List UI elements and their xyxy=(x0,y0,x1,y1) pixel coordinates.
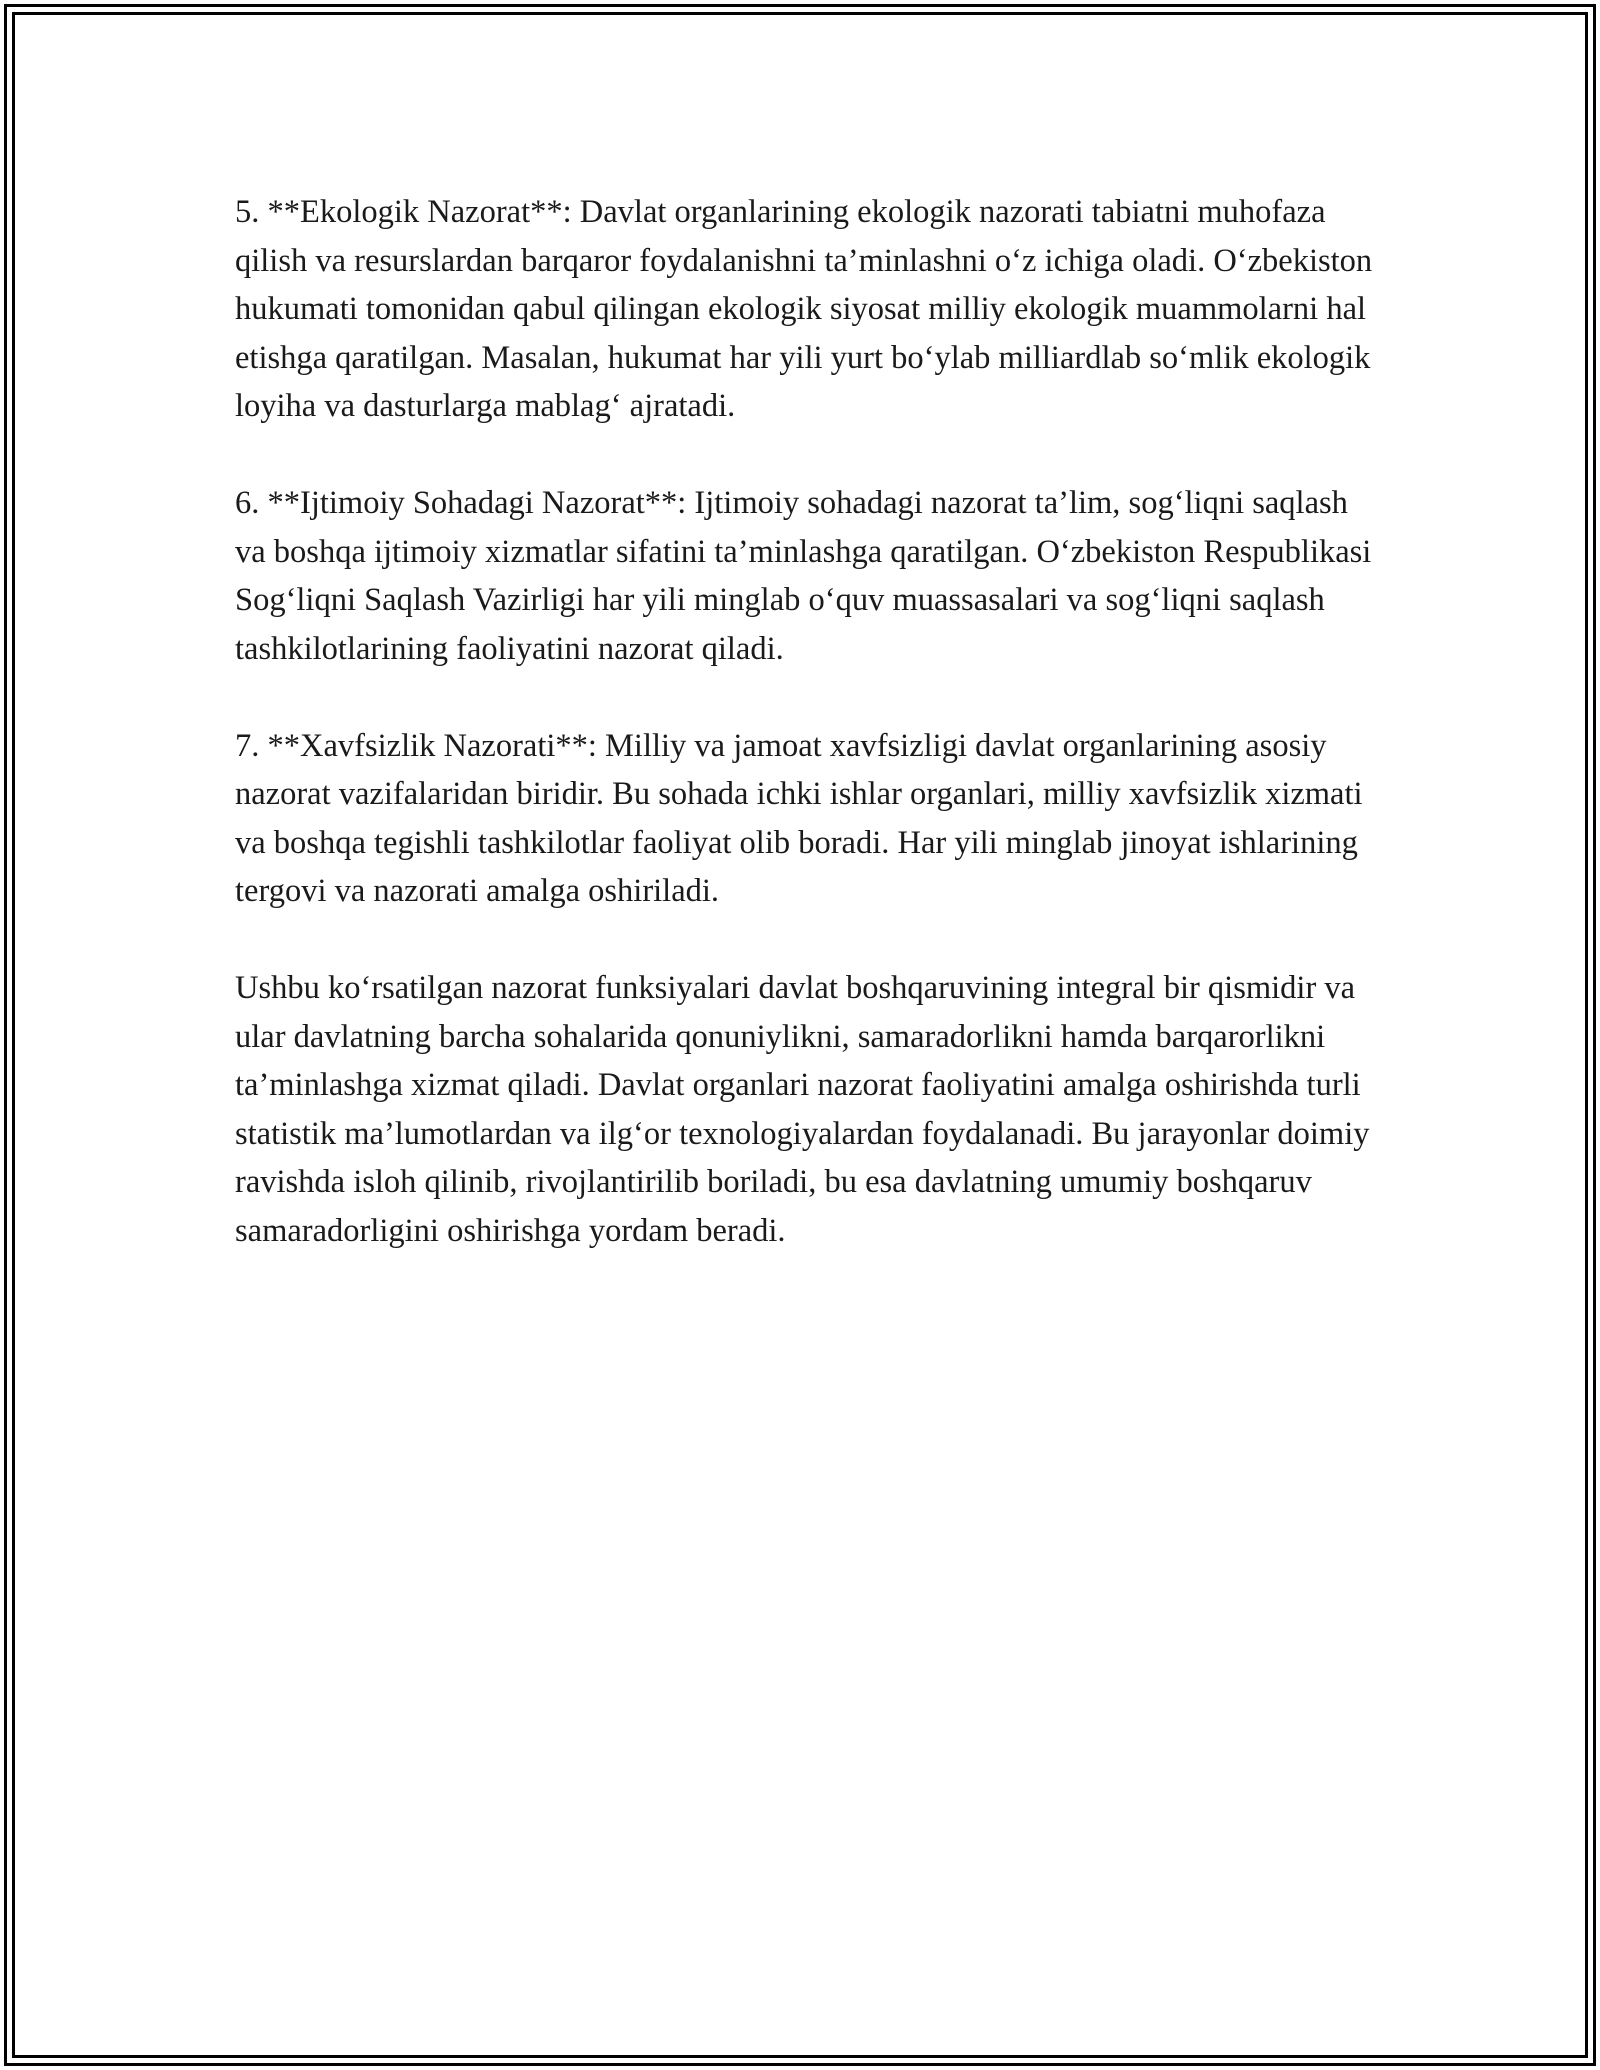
document-body xyxy=(235,188,1380,1304)
paragraph-ijtimoiy-nazorat: 6. **Ijtimoiy Sohadagi Nazorat**: Ijtimoiy sohadagi nazorat ta’lim, sog‘liqni saqlash va boshqa ijtimoiy xizmatlar sifatini ta’minlashga qaratilgan. O‘zbekiston Respublikasi Sog‘liqni Saqlash Vazirligi har yili minglab o‘quv muassasalari va sog‘liqni saqlash tashkilotlarining faoliyatini nazorat qiladi. xyxy=(235,485,1372,667)
paragraph-ekologik-nazorat: 5. **Ekologik Nazorat**: Davlat organlarining ekologik nazorati tabiatni muhofaza qilish va resurslardan barqaror foydalanishni ta’minlashni o‘z ichiga oladi. O‘zbekiston hukumati tomonidan qabul qilingan ekologik siyosat milliy ekologik muammolarni hal etishga qaratilgan. Masalan, hukumat har yili yurt bo‘ylab milliardlab so‘mlik ekologik loyiha va dasturlarga mablag‘ ajratadi. xyxy=(235,194,1373,424)
paragraph-xavfsizlik-nazorati: 7. **Xavfsizlik Nazorati**: Milliy va jamoat xavfsizligi davlat organlarining asosiy nazorat vazifalaridan biridir. Bu sohada ichki ishlar organlari, milliy xavfsizlik xizmati va boshqa tegishli tashkilotlar faoliyat olib boradi. Har yili minglab jinoyat ishlarining tergovi va nazorati amalga oshiriladi. xyxy=(235,727,1363,909)
paragraph-conclusion: Ushbu ko‘rsatilgan nazorat funksiyalari davlat boshqaruvining integral bir qismidir va ular davlatning barcha sohalarida qonuniylikni, samaradorlikni hamda barqarorlikni ta’minlashga xizmat qiladi. Davlat organlari nazorat faoliyatini amalga oshirishda turli statistik ma’lumotlardan va ilg‘or texnologiyalardan foydalanadi. Bu jarayonlar doimiy ravishda isloh qilinib, rivojlantirilib boriladi, bu esa davlatning umumiy boshqaruv samaradorligini oshirishga yordam beradi. xyxy=(235,970,1370,1249)
